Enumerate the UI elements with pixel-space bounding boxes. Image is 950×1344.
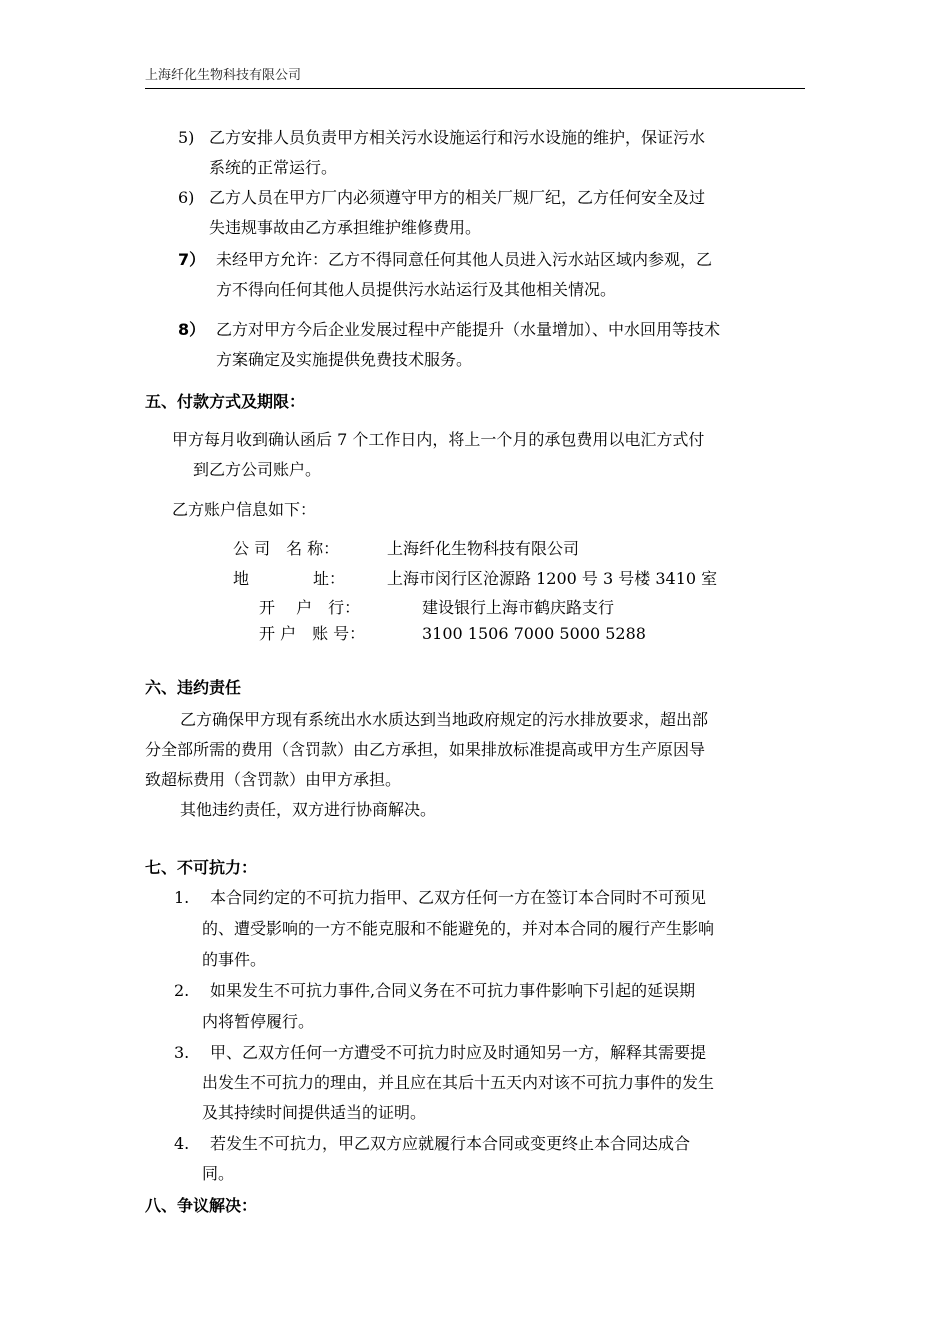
item-text-line: 出发生不可抗力的理由，并且应在其后十五天内对该不可抗力事件的发生: [202, 1073, 715, 1092]
item-text-line: 的、遭受影响的一方不能克服和不能避免的，并对本合同的履行产生影响: [202, 919, 715, 938]
item-text-line: 乙方安排人员负责甲方相关污水设施运行和污水设施的维护，保证污水: [209, 128, 706, 147]
item-number: 3.: [174, 1043, 190, 1062]
item-number: 5): [178, 128, 195, 147]
item-number: 1.: [174, 888, 190, 907]
account-value: 3100 1506 7000 5000 5288: [422, 624, 646, 643]
item-text-line: 如果发生不可抗力事件,合同义务在不可抗力事件影响下引起的延误期: [210, 981, 696, 1000]
account-label: 开 户 账 号：: [259, 624, 366, 643]
account-label: 公 司 名 称：: [233, 539, 340, 558]
item-text-line: 方不得向任何其他人员提供污水站运行及其他相关情况。: [216, 280, 617, 299]
item-text-line: 内将暂停履行。: [202, 1012, 315, 1031]
section-title-5: 五、付款方式及期限：: [145, 392, 306, 411]
item-text-line: 方案确定及实施提供免费技术服务。: [216, 350, 473, 369]
item-text-line: 未经甲方允许：乙方不得同意任何其他人员进入污水站区域内参观，乙: [216, 250, 713, 269]
paragraph-line: 甲方每月收到确认函后 7 个工作日内，将上一个月的承包费用以电汇方式付: [172, 430, 705, 449]
item-number: 4.: [174, 1134, 190, 1153]
item-number: 2.: [174, 981, 190, 1000]
paragraph-line: 到乙方公司账户。: [193, 460, 322, 479]
section-title-6: 六、违约责任: [145, 678, 242, 697]
account-value: 上海市闵行区沧源路 1200 号 3 号楼 3410 室: [387, 569, 718, 588]
paragraph-line: 乙方账户信息如下：: [172, 500, 317, 519]
account-value: 上海纤化生物科技有限公司: [387, 539, 580, 558]
item-text-line: 及其持续时间提供适当的证明。: [202, 1103, 427, 1122]
item-text-line: 失违规事故由乙方承担维护维修费用。: [209, 218, 482, 237]
paragraph-line: 致超标费用（含罚款）由甲方承担。: [145, 770, 402, 789]
item-text-line: 乙方对甲方今后企业发展过程中产能提升（水量增加）、中水回用等技术: [216, 320, 721, 339]
paragraph-line: 分全部所需的费用（含罚款）由乙方承担，如果排放标准提高或甲方生产原因导: [145, 740, 706, 759]
section-title-7: 七、不可抗力：: [145, 858, 258, 877]
item-number: 7）: [178, 250, 206, 269]
account-label: 开 户 行：: [259, 598, 361, 617]
item-text-line: 甲、乙双方任何一方遭受不可抗力时应及时通知另一方，解释其需要提: [210, 1043, 707, 1062]
item-text-line: 同。: [202, 1164, 235, 1183]
item-text-line: 若发生不可抗力，甲乙双方应就履行本合同或变更终止本合同达成合: [210, 1134, 691, 1153]
account-value: 建设银行上海市鹤庆路支行: [422, 598, 615, 617]
header-rule: [145, 88, 805, 89]
item-text-line: 的事件。: [202, 950, 267, 969]
item-text-line: 本合同约定的不可抗力指甲、乙双方任何一方在签订本合同时不可预见: [210, 888, 707, 907]
paragraph-line: 乙方确保甲方现有系统出水水质达到当地政府规定的污水排放要求，超出部: [180, 710, 709, 729]
item-text-line: 乙方人员在甲方厂内必须遵守甲方的相关厂规厂纪，乙方任何安全及过: [209, 188, 706, 207]
item-number: 6): [178, 188, 195, 207]
paragraph-line: 其他违约责任，双方进行协商解决。: [180, 800, 437, 819]
item-text-line: 系统的正常运行。: [209, 158, 338, 177]
item-number: 8）: [178, 320, 206, 339]
section-title-8: 八、争议解决：: [145, 1196, 258, 1215]
header-company: 上海纤化生物科技有限公司: [145, 68, 302, 83]
account-label: 地 址：: [233, 569, 346, 588]
